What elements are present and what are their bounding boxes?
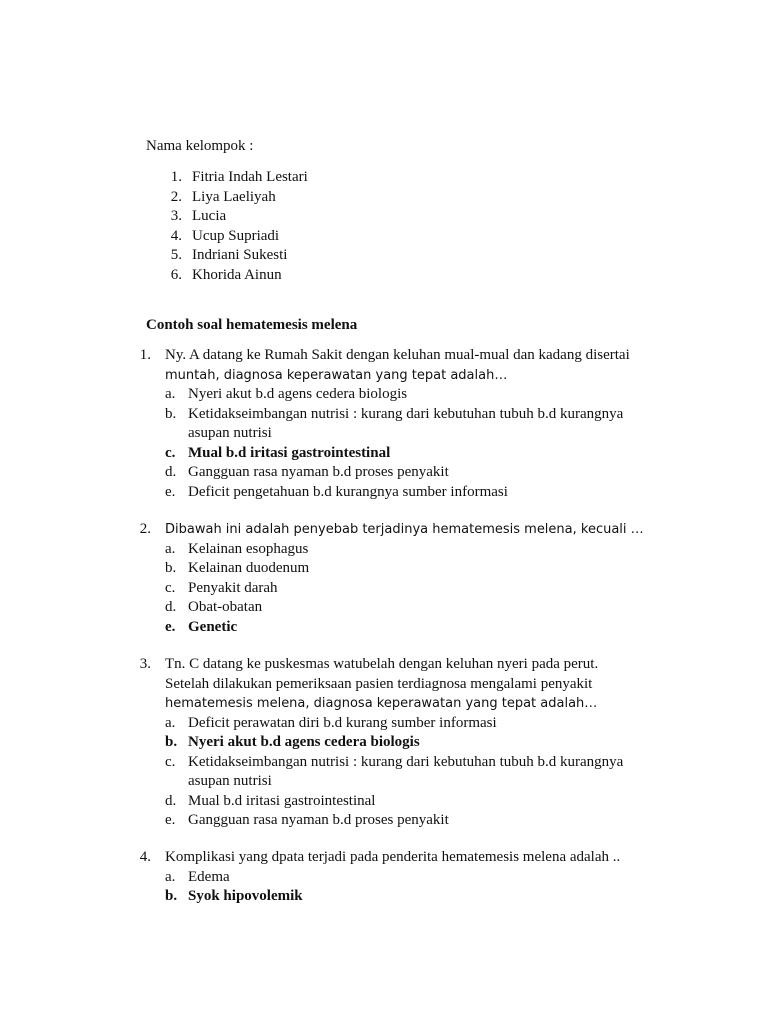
answer-option [165,753,645,792]
option-text: Ketidakseimbangan nutrisi : kurang dari kebutuhan tubuh b.d kurangnya asupan nutrisi [188,405,624,441]
option-text: Ketidakseimbangan nutrisi : kurang dari kebutuhan tubuh b.d kurangnya asupan nutrisi [188,753,624,789]
answer-option [165,559,645,579]
member-name: Lucia [192,208,227,224]
question-text-line: Tn. C datang ke puskesmas watubelah dengan keluhan nyeri pada perut. [165,656,599,672]
answer-option [165,811,645,831]
answer-option [165,483,645,503]
question-1 [0,346,768,502]
answer-option [165,385,645,405]
answer-option [165,540,645,560]
option-letter: d. [165,599,177,615]
option-letter: e. [165,618,176,635]
answer-option-correct [165,444,645,464]
group-label: Nama kelompok : [146,138,254,154]
answer-option-correct [165,733,645,753]
question-number: 1. [139,347,151,363]
answer-option [165,598,645,618]
question-text-line: Dibawah ini adalah penyebab terjadinya hematemesis melena, kecuali … [165,522,644,537]
answer-option [165,579,645,599]
option-text: Deficit perawatan diri b.d kurang sumber informasi [188,714,497,731]
answer-option [165,792,645,812]
answer-option [165,714,645,734]
question-number: 3. [139,656,151,672]
member-number: 4. [170,227,182,244]
member-number: 2. [170,188,182,205]
option-text: Genetic [188,618,238,635]
option-text: Gangguan rasa nyaman b.d proses penyakit [188,464,449,480]
member-number: 1. [170,169,182,185]
option-text: Obat-obatan [188,599,263,615]
member-name: Ucup Supriadi [192,227,280,244]
question-3 [0,655,768,831]
member-number: 5. [170,247,182,263]
question-text-line: hematemesis melena, diagnosa keperawatan yang tepat adalah… [165,696,598,711]
option-letter: c. [165,444,176,461]
question-number: 4. [139,849,151,865]
option-text: Nyeri akut b.d agens cedera biologis [188,734,420,750]
answer-option-correct [165,618,645,638]
option-letter: b. [165,405,177,422]
option-letter: d. [165,464,177,480]
option-text: Kelainan duodenum [188,560,310,576]
question-text-line: muntah, diagnosa keperawatan yang tepat adalah… [165,367,508,383]
option-letter: e. [165,483,176,500]
answer-option [165,463,645,483]
answer-option [165,405,645,444]
member-number: 6. [170,266,182,283]
option-letter: b. [165,734,178,750]
member-name: Fitria Indah Lestari [192,169,308,185]
option-letter: b. [165,888,178,904]
option-letter: c. [165,579,176,596]
section-title: Contoh soal hematemesis melena [146,317,358,333]
member-name: Khorida Ainun [192,266,282,283]
option-text: Kelainan esophagus [188,540,309,557]
question-text-line: Komplikasi yang dpata terjadi pada penderita hematemesis melena adalah .. [165,849,621,865]
question-text-line: Setelah dilakukan pemeriksaan pasien terdiagnosa mengalami penyakit [165,675,593,692]
answer-option-correct [165,887,645,907]
option-letter: e. [165,812,176,828]
option-letter: a. [165,540,176,557]
option-text: Nyeri akut b.d agens cedera biologis [188,386,408,402]
question-4 [0,848,768,907]
question-2 [0,520,768,637]
option-letter: d. [165,792,177,809]
option-text: Mual b.d iritasi gastrointestinal [188,792,376,809]
option-letter: a. [165,714,176,731]
option-text: Penyakit darah [188,579,278,596]
member-name: Indriani Sukesti [192,247,288,263]
option-text: Syok hipovolemik [188,888,303,904]
question-text-line: Ny. A datang ke Rumah Sakit dengan keluhan mual-mual dan kadang disertai [165,347,630,363]
question-number: 2. [139,521,151,537]
answer-option [165,868,645,888]
member-name: Liya Laeliyah [192,188,276,205]
option-text: Gangguan rasa nyaman b.d proses penyakit [188,812,449,828]
option-letter: a. [165,868,176,885]
option-text: Edema [188,868,230,885]
option-letter: a. [165,386,176,402]
option-letter: c. [165,753,176,770]
option-text: Mual b.d iritasi gastrointestinal [188,444,391,461]
member-number: 3. [170,208,182,224]
option-text: Deficit pengetahuan b.d kurangnya sumber informasi [188,483,508,500]
option-letter: b. [165,560,177,576]
